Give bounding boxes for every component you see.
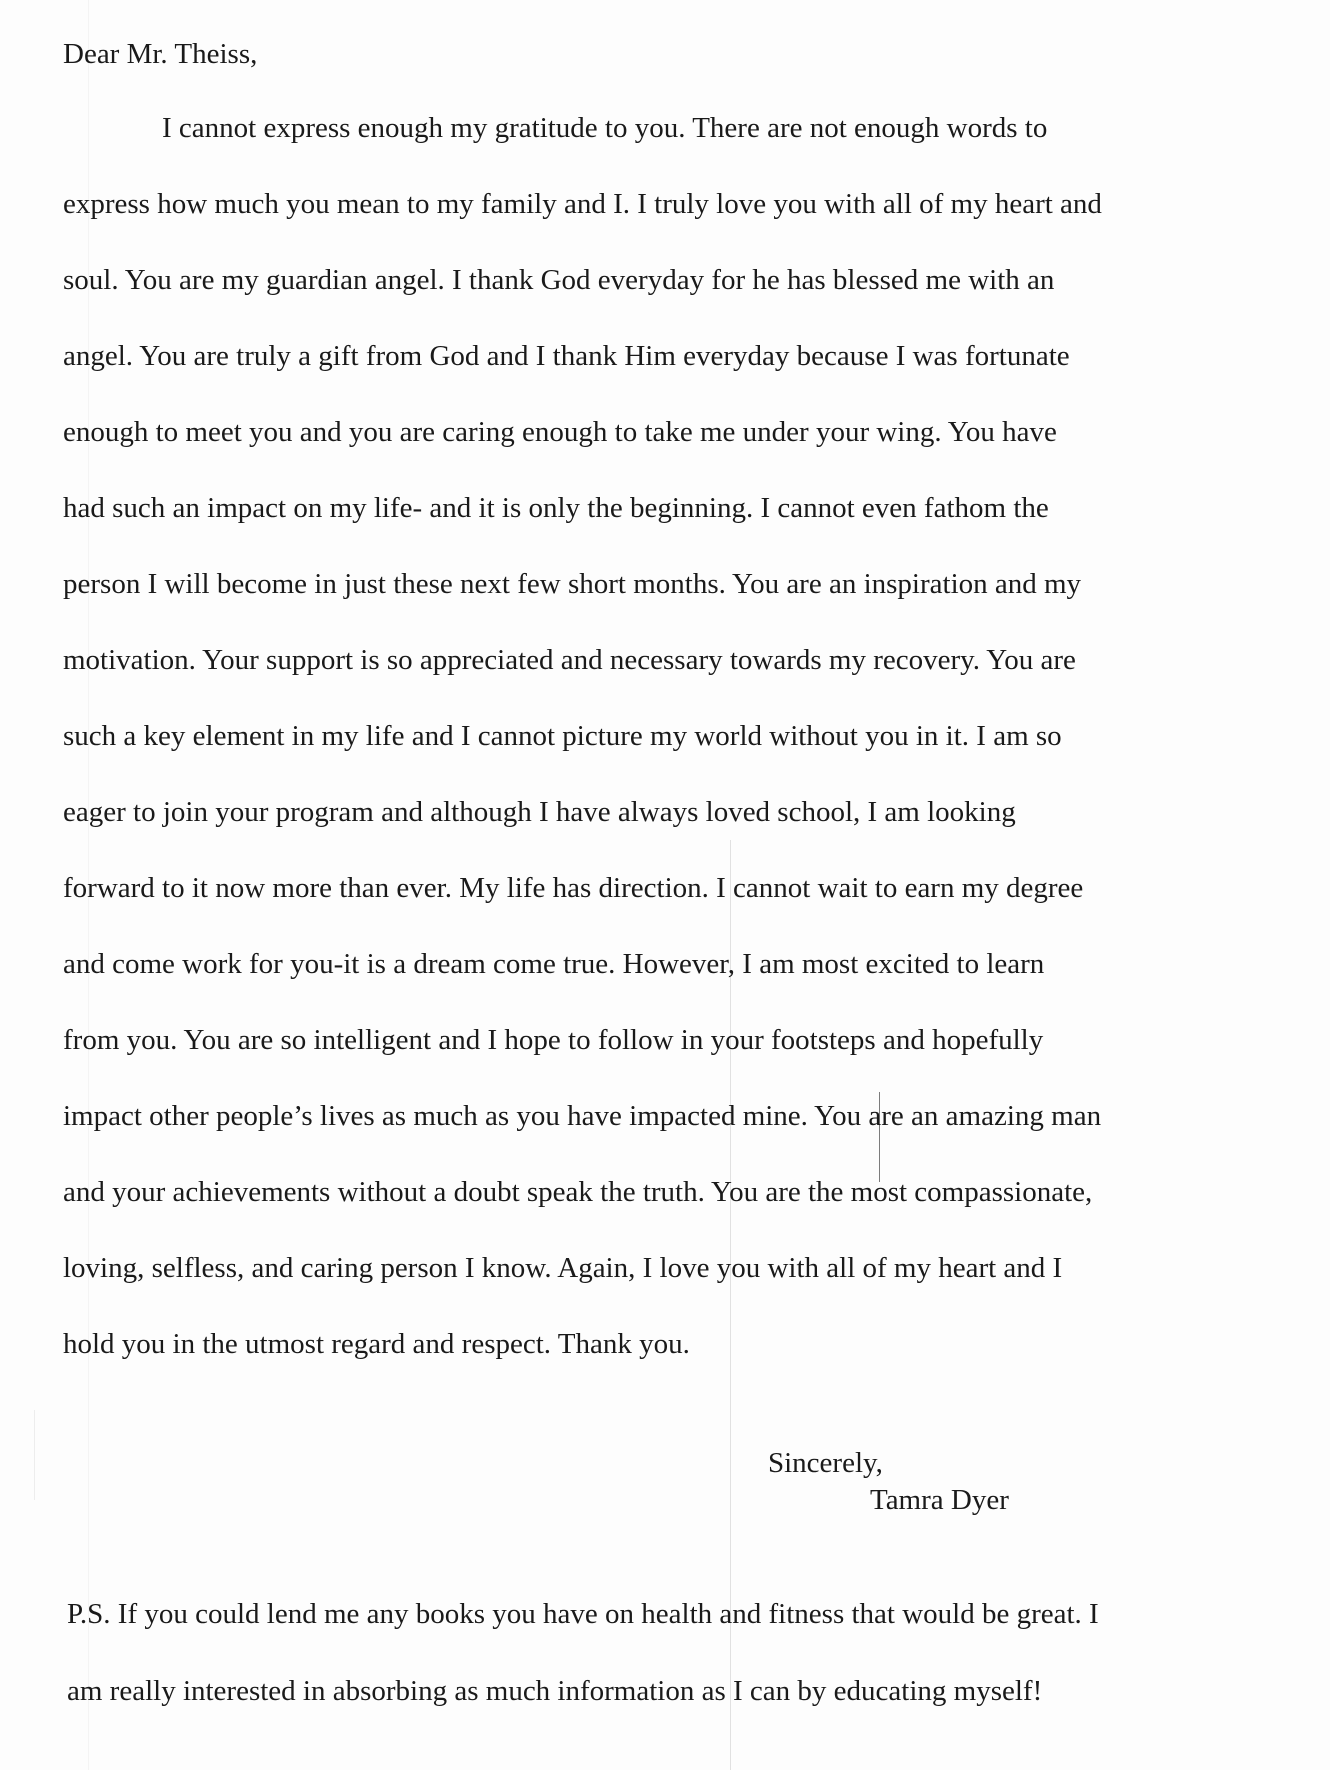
- body-line: impact other people’s lives as much as you have impacted mine. You are an amazing man: [63, 1100, 1102, 1132]
- salutation: Dear Mr. Theiss,: [63, 38, 258, 70]
- body-line: hold you in the utmost regard and respect. Thank you.: [63, 1328, 690, 1360]
- body-line: I cannot express enough my gratitude to you. There are not enough words to: [162, 112, 1048, 144]
- postscript-line: P.S. If you could lend me any books you have on health and fitness that would be great. I: [67, 1598, 1099, 1630]
- body-line: and come work for you-it is a dream come true. However, I am most excited to learn: [63, 948, 1045, 980]
- body-line: such a key element in my life and I cannot picture my world without you in it. I am so: [63, 720, 1062, 752]
- body-line: soul. You are my guardian angel. I thank God everyday for he has blessed me with an: [63, 264, 1055, 296]
- scan-artifact-line: [34, 1410, 35, 1500]
- postscript: [67, 1597, 1287, 1751]
- body-line: and your achievements without a doubt speak the truth. You are the most compassionate,: [63, 1176, 1093, 1208]
- body-line: angel. You are truly a gift from God and I thank Him everyday because I was fortunate: [63, 340, 1070, 372]
- body-line: person I will become in just these next few short months. You are an inspiration and my: [63, 568, 1082, 600]
- postscript-line: am really interested in absorbing as much information as I can by educating myself!: [67, 1675, 1043, 1707]
- body-line: enough to meet you and you are caring enough to take me under your wing. You have: [63, 416, 1057, 448]
- body-line: motivation. Your support is so appreciated and necessary towards my recovery. You are: [63, 644, 1076, 676]
- signature-name: Tamra Dyer: [870, 1484, 1009, 1516]
- closing: Sincerely,: [768, 1447, 883, 1479]
- body-line: forward to it now more than ever. My life has direction. I cannot wait to earn my degree: [63, 872, 1084, 904]
- body-line: loving, selfless, and caring person I know. Again, I love you with all of my heart and I: [63, 1252, 1063, 1284]
- letter-body: [63, 111, 1275, 1403]
- body-line: had such an impact on my life- and it is only the beginning. I cannot even fathom the: [63, 492, 1049, 524]
- body-line: eager to join your program and although I have always loved school, I am looking: [63, 796, 1016, 828]
- body-line: express how much you mean to my family and I. I truly love you with all of my heart and: [63, 188, 1102, 220]
- body-line: from you. You are so intelligent and I hope to follow in your footsteps and hopefully: [63, 1024, 1044, 1056]
